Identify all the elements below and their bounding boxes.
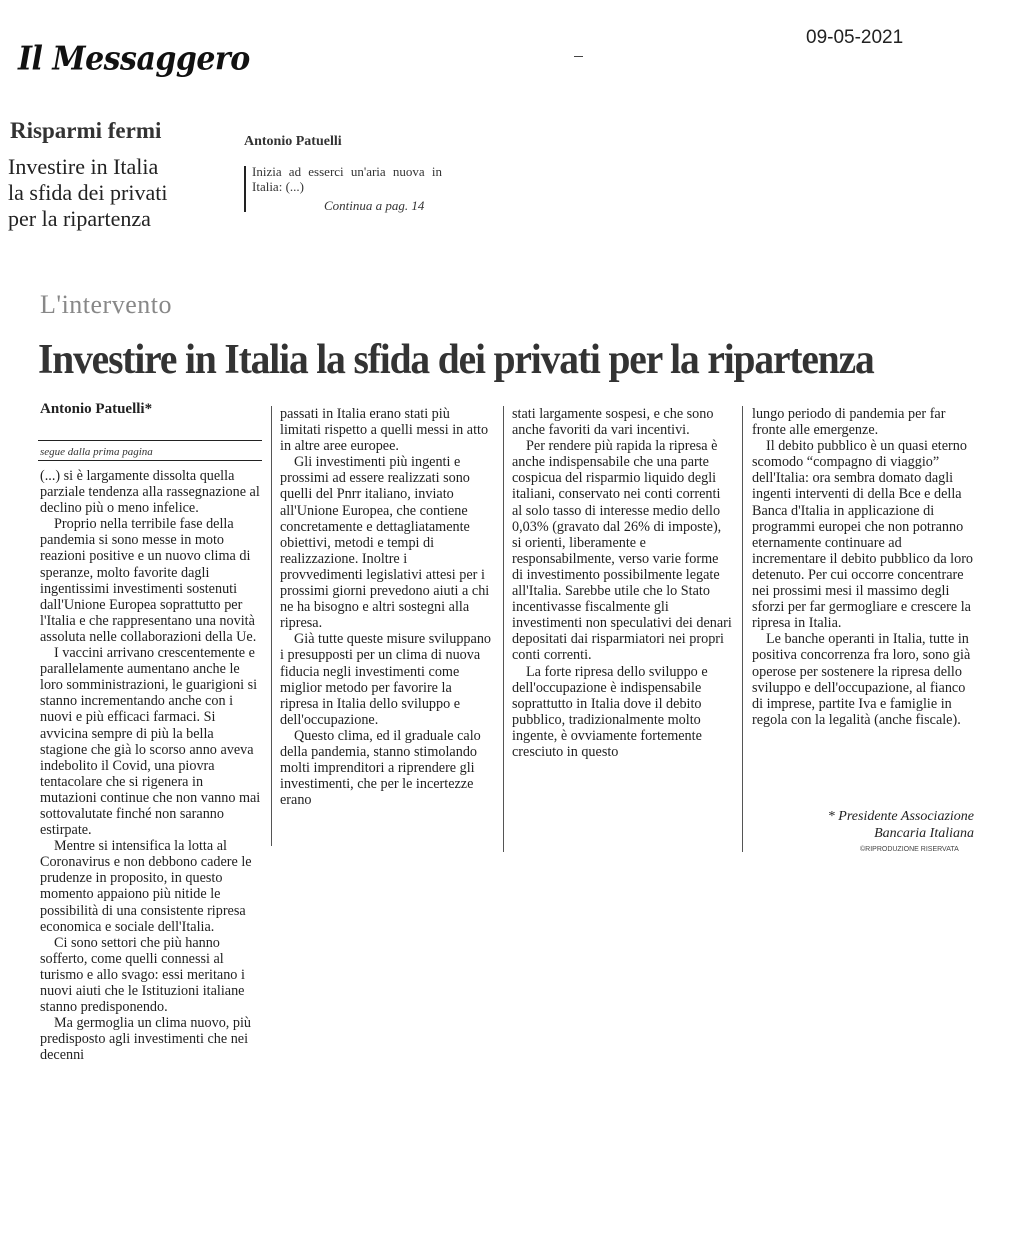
paragraph: Ma germoglia un clima nuovo, più predisposto agli investimenti che nei decenni	[40, 1015, 252, 1064]
paragraph: Proprio nella terribile fase della pandemia si sono messe in moto reazioni positive e un nuovo clima di speranze, molto favorite dagli ingentissimi investimenti sostenuti dall'Unione Europea soprattutto per l'Italia e che rappresentano una novità assoluta nelle collaborazioni della Ue.	[40, 516, 257, 645]
teaser-title-line: la sfida dei privati	[8, 180, 168, 205]
paragraph: Già tutte queste misure sviluppano i presupposti per un clima di nuova fiducia negli investimenti come miglior metodo per favorire la ripresa in Italia dello sviluppo e dell'occupazione.	[280, 631, 492, 728]
article-byline: Antonio Patuelli*	[40, 401, 153, 417]
teaser-title-line: Investire in Italia	[8, 154, 159, 179]
paragraph: Il debito pubblico è un quasi eterno scomodo “compagno di viaggio” dell'Italia: ora sembra domato dagli ingenti interventi di della Bce e della Banca d'Italia in applicazione di programmi europei che non potranno eternamente continuare ad incrementare il debito pubblico da loro detenuto. Per cui occorre concentrare nei prossimi mesi il massimo degli sforzi per far germogliare e crescere la ripresa in Italia.	[752, 438, 974, 632]
signoff-line: * Presidente Associazione	[827, 809, 974, 824]
paragraph: stati largamente sospesi, e che sono anche favoriti da vari incentivi.	[512, 406, 714, 439]
segue-note: segue dalla prima pagina	[40, 446, 153, 458]
article-column-1	[40, 468, 262, 1063]
teaser-text: Inizia ad esserci un'aria nuova in Italia: (...)	[252, 164, 442, 194]
teaser-author: Antonio Patuelli	[244, 134, 342, 149]
column-divider	[271, 406, 272, 846]
segue-rule-top	[38, 440, 262, 441]
article-column-4	[752, 406, 974, 728]
author-signoff	[760, 808, 974, 842]
paragraph: I vaccini arrivano crescentemente e parallelamente aumentano anche le loro somministrazioni, le guarigioni si stanno incrementando anche con i nuovi e più efficaci farmaci. Si avvicina sempre di più la bella stagione che già lo scorso anno aveva indebolito il Covid, una piovra tentacolare che si rigenera in mutazioni continue che non vanno mai sottovalutate finché non saranno estirpate.	[40, 645, 261, 839]
article-kicker: L'intervento	[40, 290, 172, 319]
column-divider	[742, 406, 743, 852]
publication-date: 09-05-2021	[806, 27, 904, 48]
paragraph: Le banche operanti in Italia, tutte in positiva concorrenza fra loro, sono già operose per sostenere la ripresa dello sviluppo e dell'occupazione, al fianco di imprese, partite Iva e famiglie in regola con la legalità (anche fiscale).	[752, 631, 971, 728]
paragraph: Questo clima, ed il graduale calo della pandemia, stanno stimolando molti imprenditori a riprendere gli investimenti, che per le incertezze erano	[280, 727, 481, 809]
paragraph: La forte ripresa dello sviluppo e dell'occupazione è indispensabile soprattutto in Italia dove il debito pubblico, tradizionalmente molto ingente, è ovviamente fortemente cresciuto in questo	[512, 663, 708, 760]
copyright-notice: ©RIPRODUZIONE RISERVATA	[860, 846, 959, 853]
teaser-continue-link: Continua a pag. 14	[324, 198, 425, 213]
paragraph: lungo periodo di pandemia per far fronte alle emergenze.	[752, 406, 946, 439]
teaser-dropcap-bar	[244, 166, 246, 212]
page-mark	[574, 56, 583, 57]
paragraph: passati in Italia erano stati più limitati rispetto a quelli messi in atto in altre aree europee.	[280, 406, 489, 455]
paragraph: (...) si è largamente dissolta quella parziale tendenza alla rassegnazione al declino più o meno infelice.	[40, 468, 260, 517]
paragraph: Mentre si intensifica la lotta al Coronavirus e non debbono cadere le prudenze in proposito, in questo momento appaiono più nitide le possibilità di una consistente ripresa economica e sociale dell'Italia.	[40, 838, 252, 935]
newspaper-masthead: Il Messaggero	[18, 40, 250, 79]
paragraph: Ci sono settori che più hanno sofferto, come quelli connessi al turismo e allo svago: essi meritano i nuovi aiuti che le Istituzioni italiane stanno predisponendo.	[40, 934, 245, 1016]
article-column-2	[280, 406, 492, 808]
paragraph: Gli investimenti più ingenti e prossimi ad essere realizzati sono quelli del Pnrr italiano, inviato all'Unione Europea, che contiene concretamente e dettagliatamente obiettivi, metodi e tempi di realizzazione. Inoltre i provvedimenti legislativi attesi per i prossimi giorni prevedono aiuti a chi ne ha bisogno e altri sostegni alla ripresa.	[280, 454, 490, 632]
article-column-3	[512, 406, 732, 760]
signoff-line: Bancaria Italiana	[874, 826, 974, 841]
teaser-title-line: per la ripartenza	[8, 206, 151, 231]
segue-rule-bottom	[38, 460, 262, 461]
column-divider	[503, 406, 504, 852]
teaser-kicker: Risparmi fermi	[10, 118, 162, 143]
article-headline: Investire in Italia la sfida dei privati per la ripartenza	[38, 337, 874, 383]
teaser-title	[8, 154, 228, 232]
paragraph: Per rendere più rapida la ripresa è anche indispensabile che una parte cospicua del risparmio liquido degli italiani, conservato nei conti correnti al solo tasso di interesse medio dello 0,03% (gravato dal 26% di imposte), si orienti, liberamente e responsabilmente, verso varie forme di investimento possibilmente legate all'Italia. Sarebbe utile che lo Stato incentivasse fiscalmente gli investimenti non speculativi dei denari depositati dai risparmiatori nei propri conti correnti.	[512, 438, 732, 664]
